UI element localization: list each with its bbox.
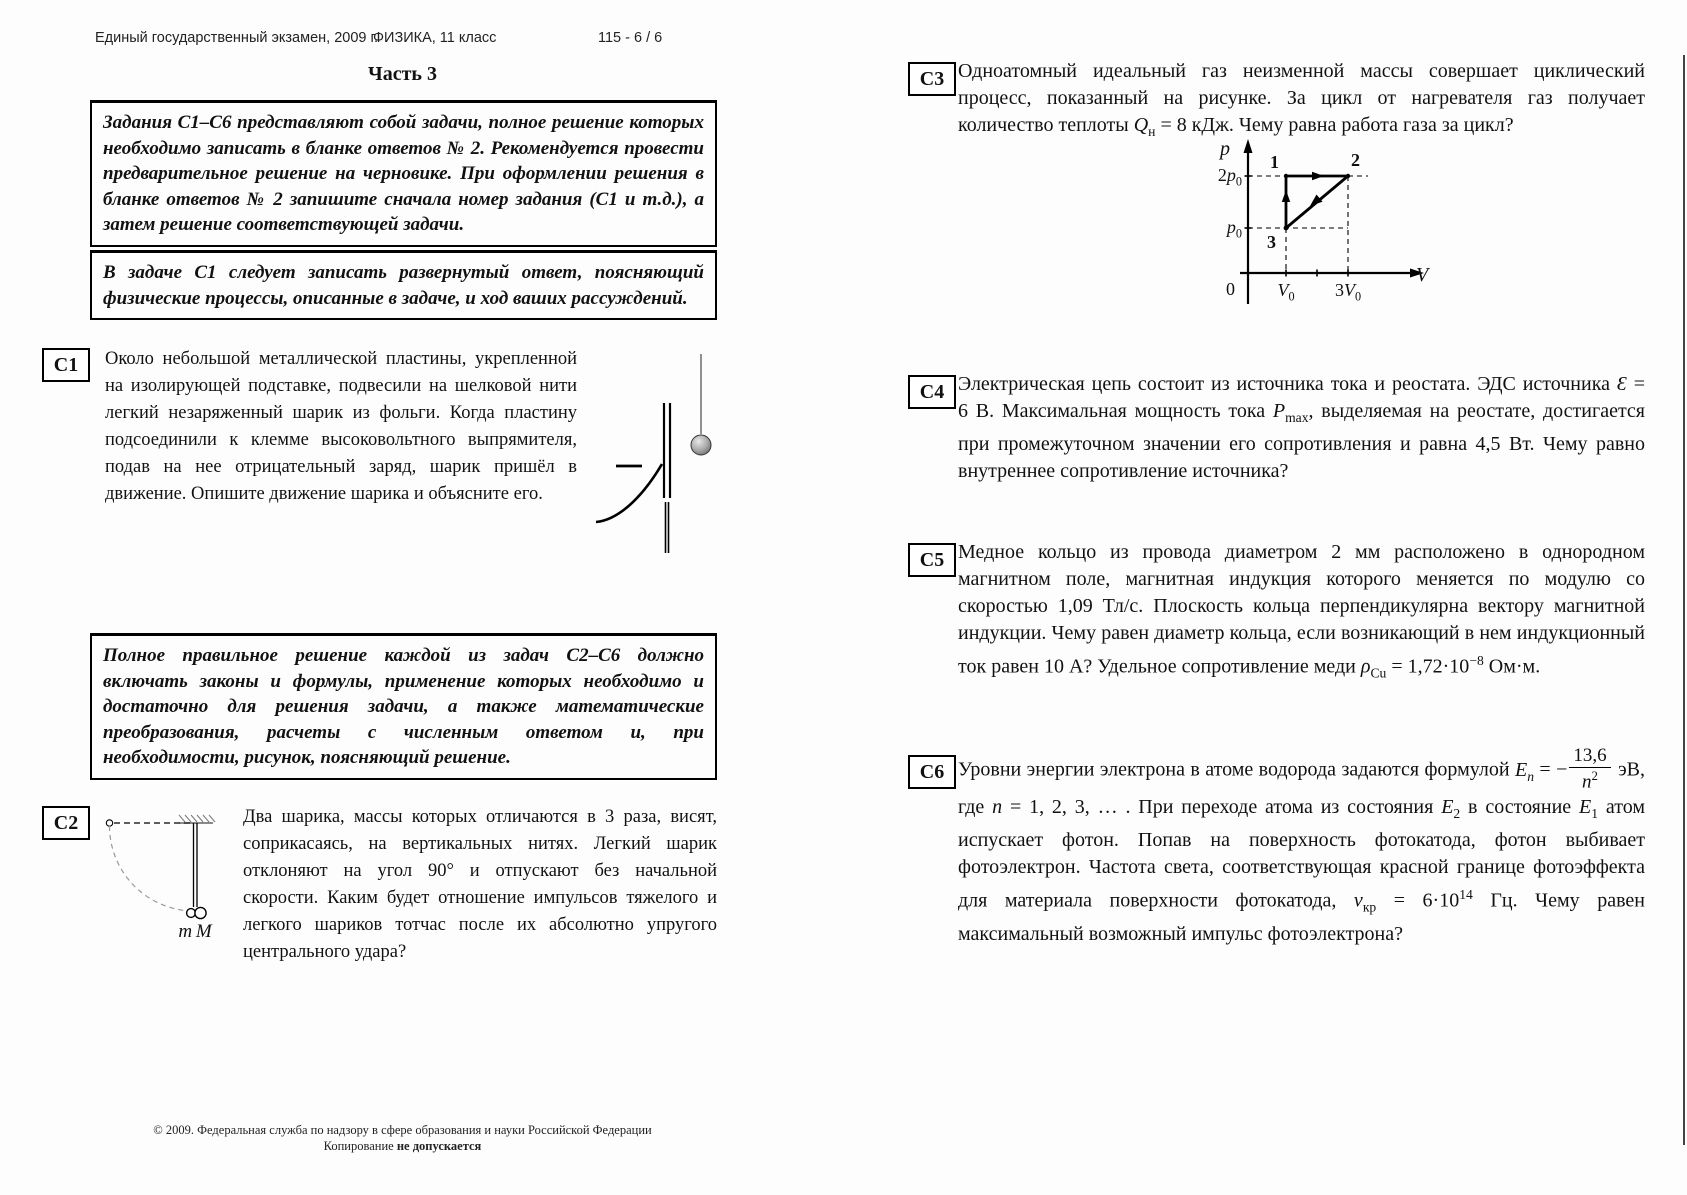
arrow-up-3-1: [1282, 190, 1290, 202]
task-text-c5: Медное кольцо из провода диаметром 2 мм расположено в однородном магнитном поле, магнитная индукция которого меняется по модулю со скоростью 1,09 Тл/с. Плоскость кольца перпендикулярна вектору магнитной индукции. Чему равен диаметр кольца, если возникающий в нем индукционный ток равен 10 А? Удельное сопротивление меди $\rho_{Cu} = 1,72\cdot 10^{-8}$ Ом·м.: [958, 541, 1645, 681]
y-tick-2p0-label: $2p_0$: [1217, 165, 1242, 189]
scan-edge-line: [1683, 55, 1685, 1145]
x-tick-3v0-label: $3V_0$: [1334, 280, 1362, 304]
part-title: Часть 3: [368, 63, 437, 85]
p-axis-label: p: [1220, 138, 1230, 160]
header-page-code: 115 - 6 / 6: [598, 30, 663, 46]
task-label-c2: С2: [42, 806, 90, 840]
task-text-c4: Электрическая цепь состоит из источника тока и реостата. ЭДС источника Ɛ = 6 В. Максимальная мощность тока $P_{max}$, выделяемая на реостате, достигается при промежуточном значении его сопротивления и равна 4,5 Вт. Чему равно внутреннее сопротивление источника?: [958, 373, 1646, 482]
c1-figure: [588, 348, 743, 553]
p-axis-arrow: [1244, 139, 1253, 153]
point-2-label: 2: [1351, 150, 1360, 170]
footer-no-copy: Копирование не допускается: [323, 1139, 482, 1153]
task-label-c4: С4: [908, 375, 956, 409]
c3-figure: [1190, 136, 1440, 308]
c2-mass-labels: m M: [178, 921, 212, 942]
page-footer: [90, 1122, 715, 1154]
c2-figure: [105, 813, 245, 948]
light-ball: [187, 909, 196, 918]
point-1-label: 1: [1270, 152, 1279, 172]
origin-label: 0: [1226, 279, 1235, 299]
y-tick-p0-label: $p_0$: [1226, 217, 1242, 241]
footer-copyright: © 2009. Федеральная служба по надзору в сфере образования и науки Российской Федерации: [153, 1123, 652, 1137]
task-text-c1: Около небольшой металлической пластины, укрепленной на изолирующей подставке, подвесили на шелковой нити легкий незаряженный шарик из фольги. Когда пластину подсоединили к клемме высоковольтного выпрямителя, подав на нее отрицательный заряд, шарик пришёл в движение. Опишите движение шарика и объясните его.: [105, 349, 577, 504]
wire: [596, 464, 662, 522]
x-tick-v0-label: $V_0$: [1277, 280, 1295, 304]
instruction-box-2: В задаче С1 следует записать развернутый ответ, поясняющий физические процессы, описанные в задаче, и ход ваших рассуждений.: [90, 250, 717, 320]
task-label-c1: С1: [42, 348, 90, 382]
task-label-c6: С6: [908, 755, 956, 789]
instruction-box-1: Задания С1–С6 представляют собой задачи, полное решение которых необходимо записать в бланке ответов № 2. Рекомендуется провести предварительное решение на черновике. При оформлении решения в бланке ответов № 2 запишите сначала номер задания (С1 и т.д.), а затем решение соответствующей задачи.: [90, 100, 717, 247]
header-exam-title: Единый государственный экзамен, 2009 г.: [95, 30, 379, 46]
task-text-c2: Два шарика, массы которых отличаются в 3 раза, висят, соприкасаясь, на вертикальных нитях. Легкий шарик отклоняют на угол 90° и отпускают без начальной скорости. Каким будет отношение импульсов тяжелого и легкого шариков тотчас после их абсолютно упругого центрального удара?: [243, 807, 717, 962]
header-subject: ФИЗИКА, 11 класс: [373, 30, 497, 46]
heavy-ball: [195, 907, 206, 918]
arrow-right-1-2: [1312, 172, 1324, 180]
point-3-label: 3: [1267, 232, 1276, 252]
ceiling-hatching: [179, 815, 215, 822]
swing-arc: [110, 826, 195, 911]
c1-figure-drawing: [588, 348, 743, 553]
instruction-box-3: Полное правильное решение каждой из задач С2–С6 должно включать законы и формулы, применение которых необходимо и достаточно для решения задачи, а также математические преобразования, расчеты с численным ответом и, при необходимости, рисунок, поясняющий решение.: [90, 633, 717, 780]
task-text-c6: Уровни энергии электрона в атоме водорода задаются формулой $E_n$ = − $\frac{13,6}{n^2}$ эВ, где n = 1, 2, 3, … . При переходе атома из состояния $E_2$ в состояние $E_1$ атом испускает фотон. Попав на поверхность фотокатода, фотон выбивает фотоэлектрон. Частота света, соответствующая красной границе фотоэффекта для материала поверхности фотокатода, $\nu_{кр} = 6\cdot 10^{14}$ Гц. Чему равен максимальный возможный импульс фотоэлектрона?: [958, 745, 1645, 945]
task-label-c3: С3: [908, 62, 956, 96]
task-label-c5: С5: [908, 543, 956, 577]
displaced-ball-position: [106, 820, 112, 826]
v-axis-label: V: [1416, 264, 1429, 286]
task-text-c3: Одноатомный идеальный газ неизменной массы совершает циклический процесс, показанный на рисунке. За цикл от нагревателя газ получает количество теплоты $Q_н = 8$ кДж. Чему равна работа газа за цикл?: [958, 60, 1645, 139]
foil-ball: [691, 435, 711, 455]
dashed-guides: [1248, 176, 1368, 273]
